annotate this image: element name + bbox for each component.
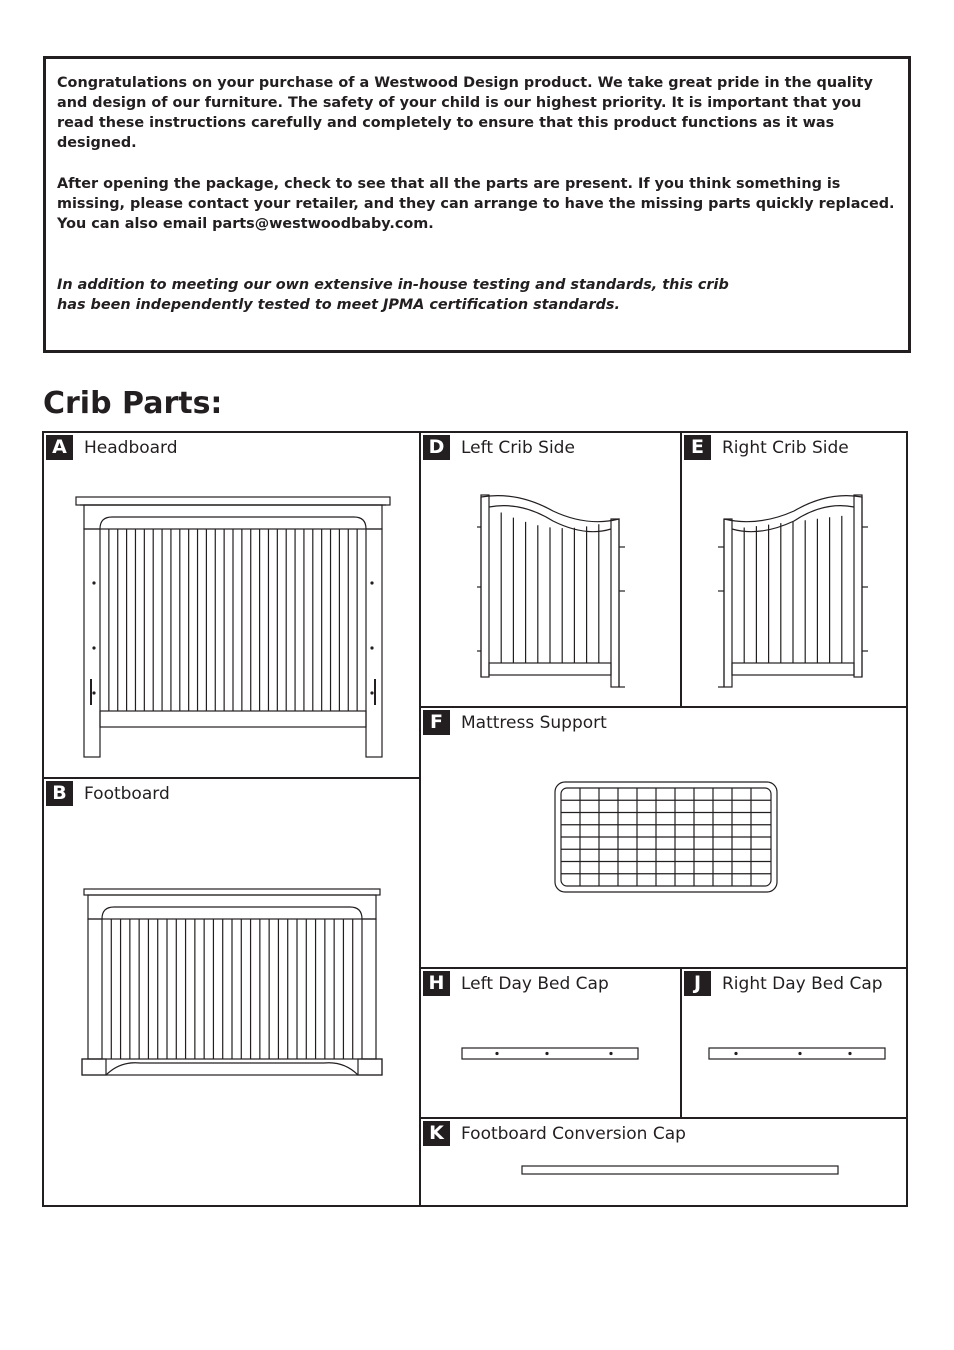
part-cell-left-crib-side bbox=[419, 431, 682, 708]
part-letter-badge: A bbox=[46, 435, 73, 460]
left-day-bed-cap-illustration bbox=[461, 1046, 641, 1062]
part-name: Footboard bbox=[84, 784, 170, 804]
part-letter-badge: K bbox=[423, 1121, 450, 1146]
left-crib-side-illustration bbox=[477, 491, 627, 691]
footboard-conversion-cap-illustration bbox=[521, 1165, 841, 1177]
part-name: Left Day Bed Cap bbox=[461, 974, 609, 994]
intro-paragraph-welcome: Congratulations on your purchase of a Westwood Design product. We take great pride in the quality and design of our furniture. The safety of your child is our highest priority. It is important that you read these instructions carefully and completely to ensure that this product functions as it was designed. bbox=[57, 75, 873, 151]
part-cell-mattress-support bbox=[419, 706, 908, 969]
right-crib-side-illustration bbox=[718, 491, 868, 691]
part-name: Right Crib Side bbox=[722, 438, 849, 458]
right-day-bed-cap-illustration bbox=[708, 1046, 888, 1062]
intro-paragraph-certification-2: has been independently tested to meet JPMA certification standards. bbox=[57, 297, 620, 313]
headboard-illustration bbox=[72, 493, 402, 763]
part-name: Left Crib Side bbox=[461, 438, 575, 458]
part-cell-footboard bbox=[42, 777, 421, 1207]
parts-grid bbox=[42, 431, 908, 1207]
part-letter-badge: H bbox=[423, 971, 450, 996]
part-cell-left-day-bed-cap bbox=[419, 967, 682, 1119]
footboard-illustration bbox=[80, 885, 390, 1085]
mattress-support-illustration bbox=[551, 778, 781, 898]
part-letter-badge: E bbox=[684, 435, 711, 460]
part-name: Headboard bbox=[84, 438, 178, 458]
intro-paragraph-parts-check: After opening the package, check to see that all the parts are present. If you think something is missing, please contact your retailer, and they can arrange to have the missing parts quickly replaced. You can also email parts@westwoodbaby.com. bbox=[57, 176, 895, 232]
part-letter-badge: J bbox=[684, 971, 711, 996]
part-name: Mattress Support bbox=[461, 713, 607, 733]
part-letter-badge: B bbox=[46, 781, 73, 806]
intro-box bbox=[43, 56, 911, 353]
part-cell-headboard bbox=[42, 431, 421, 779]
part-name: Footboard Conversion Cap bbox=[461, 1124, 686, 1144]
part-cell-footboard-conversion-cap bbox=[419, 1117, 908, 1207]
part-cell-right-crib-side bbox=[680, 431, 908, 708]
intro-paragraph-certification-1: In addition to meeting our own extensive in-house testing and standards, this crib bbox=[57, 277, 729, 293]
part-name: Right Day Bed Cap bbox=[722, 974, 883, 994]
part-letter-badge: D bbox=[423, 435, 450, 460]
part-letter-badge: F bbox=[423, 710, 450, 735]
part-cell-right-day-bed-cap bbox=[680, 967, 908, 1119]
section-title: Crib Parts: bbox=[43, 386, 223, 421]
